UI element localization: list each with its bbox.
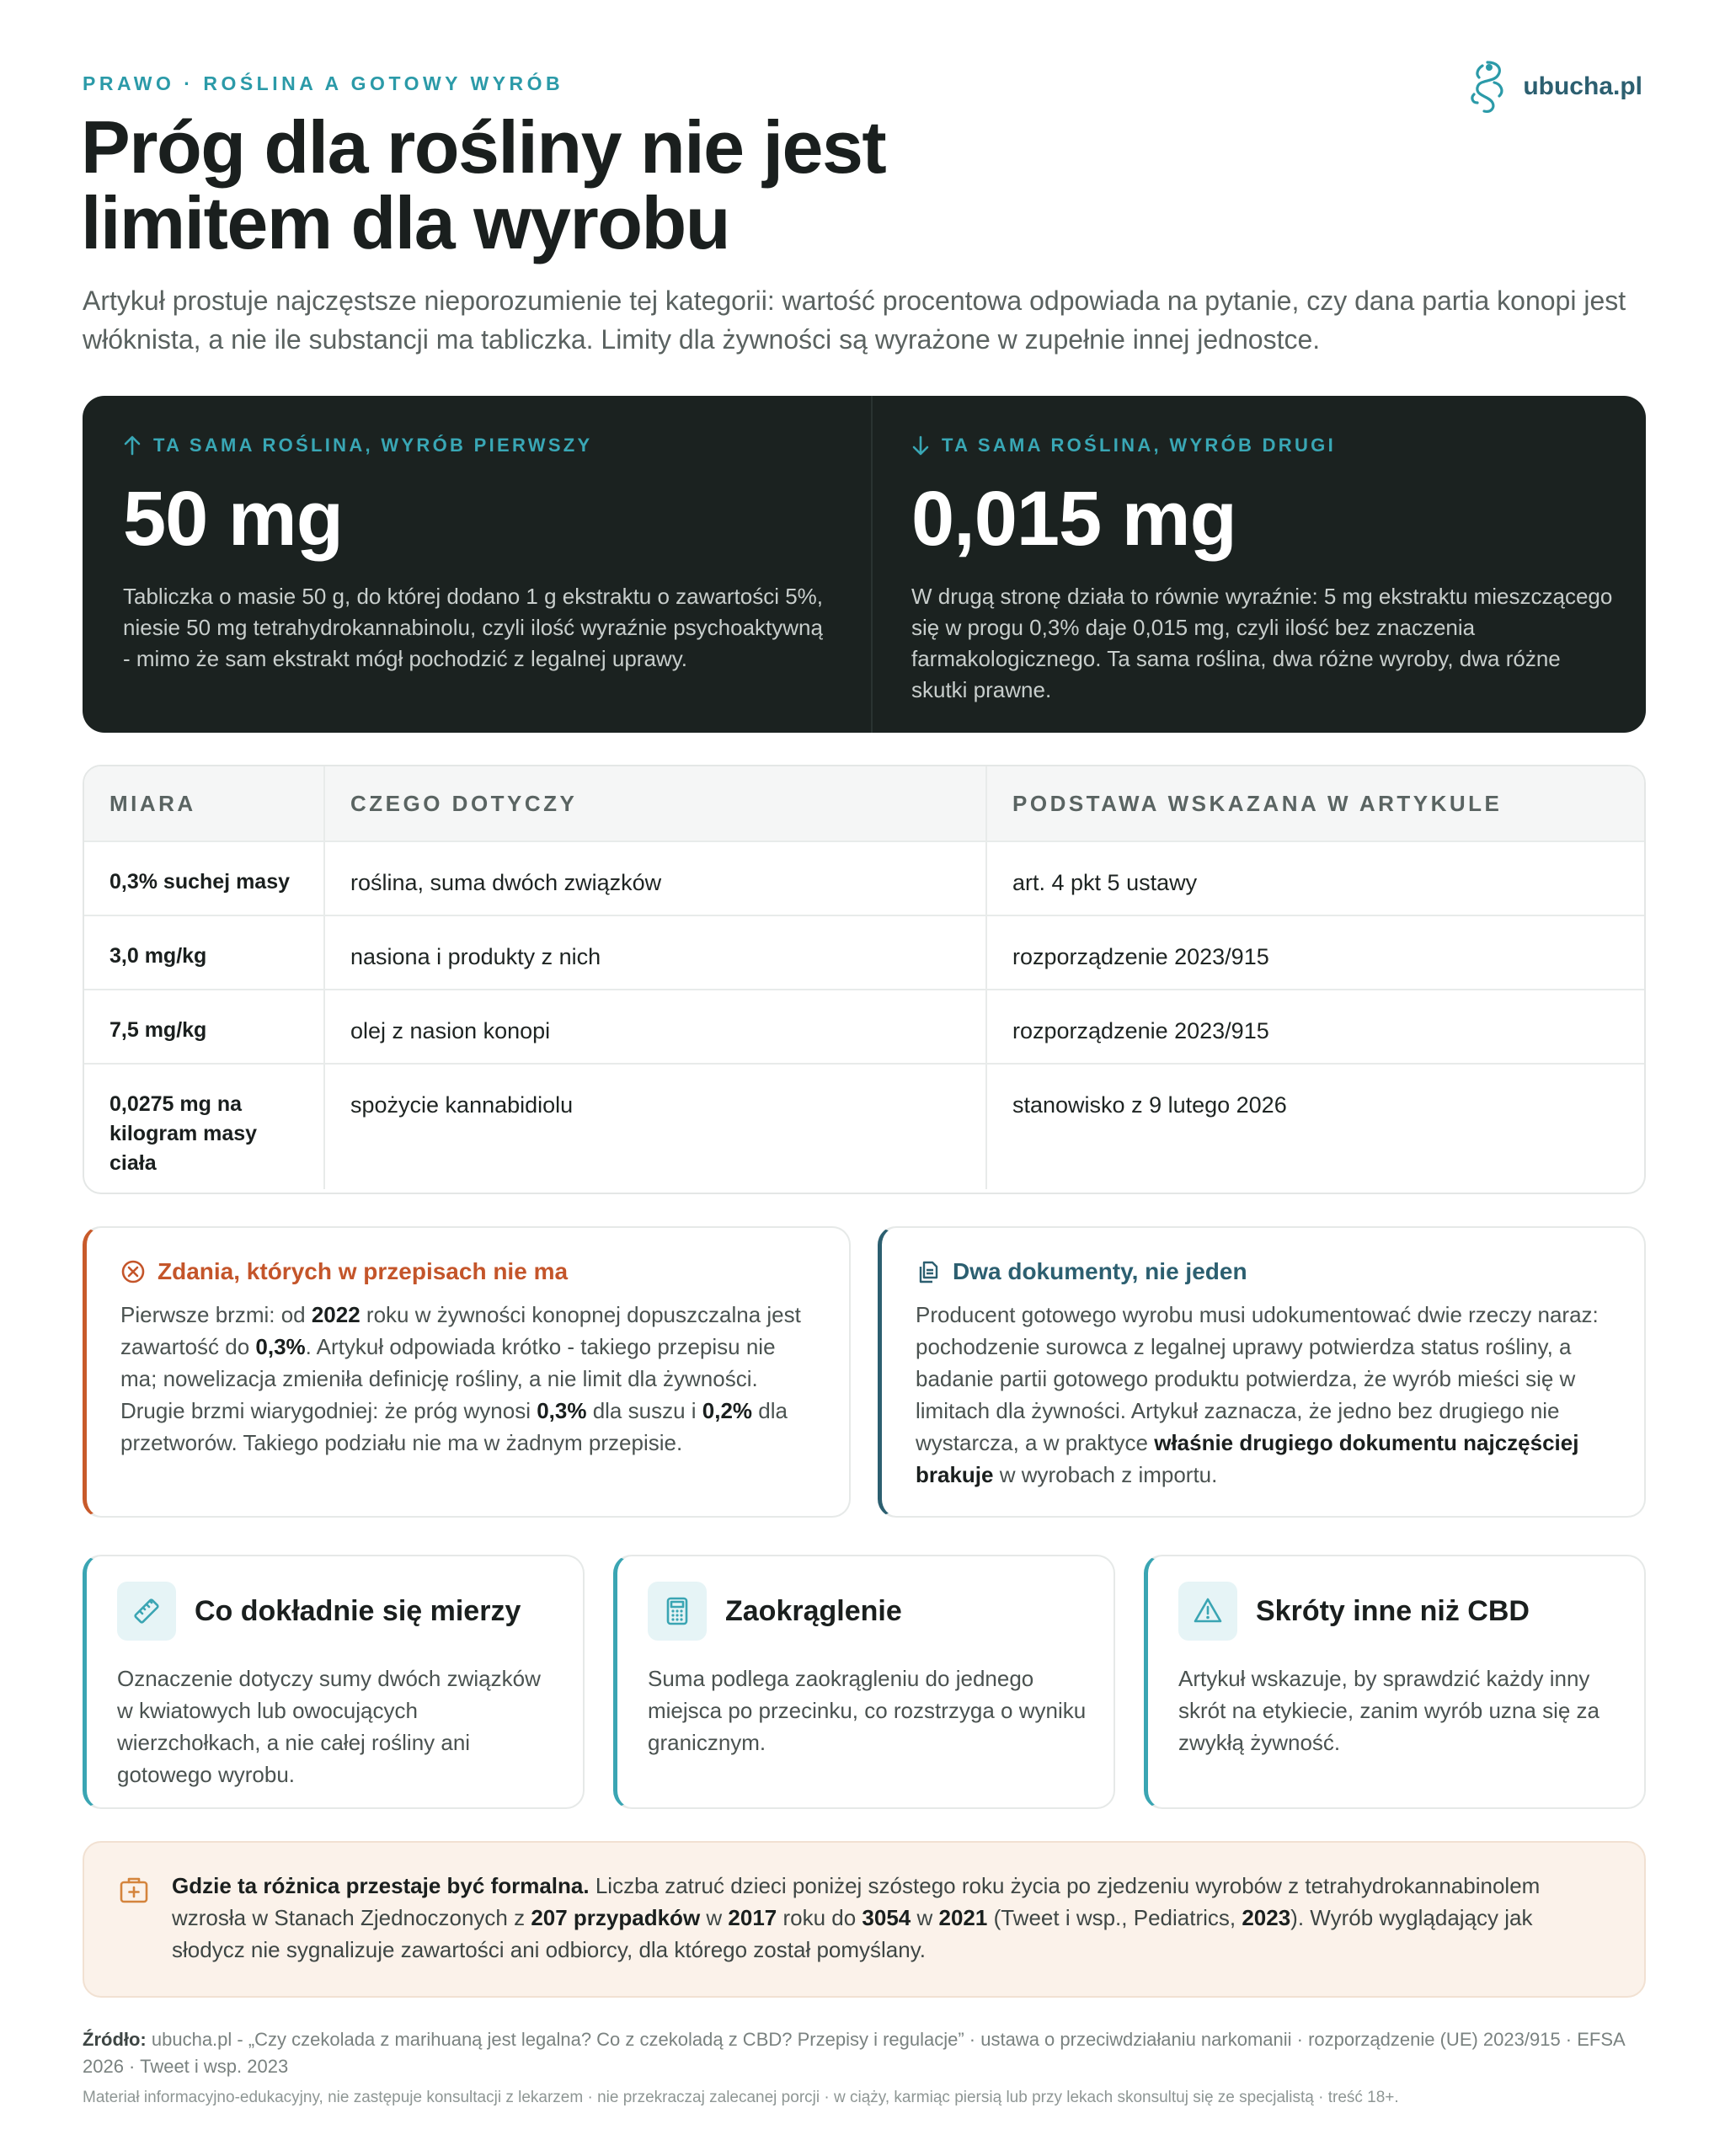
table-header-cell: PODSTAWA WSKAZANA W ARTYKULE (1012, 790, 1503, 816)
info-card-abbreviations (1144, 1555, 1646, 1809)
disclaimer: Materiał informacyjno-edukacyjny, nie zastępuje konsultacji z lekarzem · nie przekraczaj zalecanej porcji · w ciąży, karmiąc piersią lub przy lekach skonsultuj się ze specjalistą · treść 18+. (83, 2089, 1399, 2106)
myths-card-title (120, 1258, 817, 1285)
ruler-icon (130, 1594, 163, 1628)
table-cell-basis: rozporządzenie 2023/915 (1012, 944, 1269, 969)
info-card-title: Skróty inne niż CBD (1256, 1594, 1530, 1627)
info-card-measure (83, 1555, 585, 1809)
myths-card-text: Pierwsze brzmi: od 2022 roku w żywności konopnej dopuszczalna jest zawartość do 0,3%. Artykuł odpowiada krótko - takiego przepisu nie ma; nowelizacja zmieniła definicję rośliny, a nie limit dla żywności. Drugie brzmi wiarygodniej: że próg wynosi 0,3% dla suszu i 0,2% dla przetworów. Takiego podziału nie ma w żadnym przepisie. (120, 1302, 801, 1455)
callout-note (83, 1841, 1646, 1998)
comparison-left-value: 50 mg (123, 476, 343, 562)
table-row (84, 915, 1644, 989)
table-header-cell: MIARA (109, 790, 196, 816)
documents-card (878, 1226, 1646, 1518)
table-row (84, 841, 1644, 915)
table-cell-measure: 7,5 mg/kg (109, 1018, 207, 1042)
info-card-text: Oznaczenie dotyczy sumy dwóch związków w kwiatowych lub owocujących wierzchołkach, a nie całej rośliny ani gotowego wyrobu. (117, 1666, 541, 1787)
arrow-down-icon (911, 435, 930, 456)
comparison-left-label (123, 435, 830, 456)
info-card-icon-box (648, 1582, 707, 1641)
info-card-icon-box (1178, 1582, 1237, 1641)
myths-card (83, 1226, 851, 1518)
table-header-cell: CZEGO DOTYCZY (350, 790, 578, 816)
comparison-right-value: 0,015 mg (911, 476, 1236, 562)
info-card-icon-box (117, 1582, 176, 1641)
medical-kit-icon (118, 1875, 150, 1905)
lead-paragraph: Artykuł prostuje najczęstsze nieporozumienie tej kategorii: wartość procentowa odpowiada na pytanie, czy dana partia konopi jest włóknista, a nie ile substancji ma tabliczka. Limity dla żywności są wyrażone w zupełnie innej jednostce. (83, 286, 1626, 355)
brand-name: ubucha.pl (1523, 72, 1642, 100)
warning-triangle-icon (1191, 1594, 1225, 1628)
documents-icon (916, 1259, 941, 1284)
arrow-up-icon (123, 435, 142, 456)
table-cell-scope: roślina, suma dwóch związków (350, 870, 662, 895)
table-cell-scope: spożycie kannabidiolu (350, 1092, 574, 1118)
table-cell-basis: rozporządzenie 2023/915 (1012, 1018, 1269, 1043)
comparison-right-label (911, 435, 1619, 456)
info-card-text: Artykuł wskazuje, by sprawdzić każdy inny skrót na etykiecie, zanim wyrób uzna się za zwykłą żywność. (1178, 1666, 1599, 1755)
documents-card-text: Producent gotowego wyrobu musi udokumentować dwie rzeczy naraz: pochodzenie surowca z legalnej uprawy potwierdza status rośliny, a badanie partii gotowego produktu potwierdza, że wyrób mieści się w limitach dla żywności. Artykuł zaznacza, że jedno bez drugiego nie wystarcza, a w praktyce właśnie drugiego dokumentu najczęściej brakuje w wyrobach z importu. (916, 1302, 1599, 1487)
comparison-left (83, 396, 871, 733)
comparison-left-label-text: TA SAMA ROŚLINA, WYRÓB PIERWSZY (153, 435, 593, 456)
myths-card-title-text: Zdania, których w przepisach nie ma (158, 1258, 569, 1284)
table-cell-basis: stanowisko z 9 lutego 2026 (1012, 1092, 1287, 1118)
comparison-right-label-text: TA SAMA ROŚLINA, WYRÓB DRUGI (942, 435, 1337, 456)
comparison-right-text: W drugą stronę działa to równie wyraźnie: 5 mg ekstraktu mieszczącego się w progu 0,3% daje 0,015 mg, czyli ilość bez znaczenia farmakologicznego. Ta sama roślina, dwa różne wyroby, dwa różne skutki prawne. (911, 584, 1613, 702)
source-line: Źródło: ubucha.pl - „Czy czekolada z marihuaną jest legalna? Co z czekoladą z CBD? Przepisy i regulacje” · ustawa o przeciwdziałaniu narkomanii · rozporządzenie (UE) 2023/915 · EFSA 2026 · Tweet i wsp. 2023 (83, 2029, 1625, 2077)
callout-text: Gdzie ta różnica przestaje być formalna. Liczba zatruć dzieci poniżej szóstego roku życia po zjedzeniu wyrobów z tetrahydrokannabinolem wzrosła w Stanach Zjednoczonych z 207 przypadków w 2017 roku do 3054 w 2021 (Tweet i wsp., Pediatrics, 2023). Wyrób wyglądający jak słodycz nie sygnalizuje zawartości ani odbiorcy, dla którego został pomyślany. (172, 1873, 1541, 1962)
table-header-row (84, 766, 1644, 841)
table-row (84, 1063, 1644, 1189)
info-card-title: Zaokrąglenie (725, 1594, 902, 1627)
page-title: Próg dla rośliny nie jest limitem dla wyrobu (81, 105, 886, 264)
table-cell-measure: 0,0275 mg na kilogram masy ciała (109, 1092, 258, 1175)
comparison-panel (83, 396, 1646, 733)
table-cell-scope: nasiona i produkty z nich (350, 944, 601, 969)
info-card-rounding (613, 1555, 1115, 1809)
info-card-text: Suma podlega zaokrągleniu do jednego miejsca po przecinku, co rozstrzyga o wyniku granicznym. (648, 1666, 1087, 1755)
table-cell-basis: art. 4 pkt 5 ustawy (1012, 870, 1198, 895)
calculator-icon (660, 1594, 694, 1628)
dragon-logo-icon (1464, 57, 1511, 116)
kicker: PRAWO · ROŚLINA A GOTOWY WYRÓB (83, 72, 564, 94)
table-cell-measure: 0,3% suchej masy (109, 870, 291, 894)
comparison-right (871, 396, 1646, 733)
documents-card-title-text: Dwa dokumenty, nie jeden (953, 1258, 1247, 1284)
x-circle-icon (120, 1259, 146, 1284)
documents-card-title (916, 1258, 1612, 1285)
comparison-left-text: Tabliczka o masie 50 g, do której dodano 1 g ekstraktu o zawartości 5%, niesie 50 mg tetrahydrokannabinolu, czyli ilość wyraźnie psychoaktywną - mimo że sam ekstrakt mógł pochodzić z legalnej uprawy. (123, 584, 823, 671)
info-card-title: Co dokładnie się mierzy (195, 1594, 521, 1627)
table-cell-scope: olej z nasion konopi (350, 1018, 551, 1043)
table-cell-measure: 3,0 mg/kg (109, 944, 207, 968)
limits-table (83, 765, 1646, 1194)
table-row (84, 989, 1644, 1063)
brand-logo[interactable] (1464, 57, 1642, 116)
